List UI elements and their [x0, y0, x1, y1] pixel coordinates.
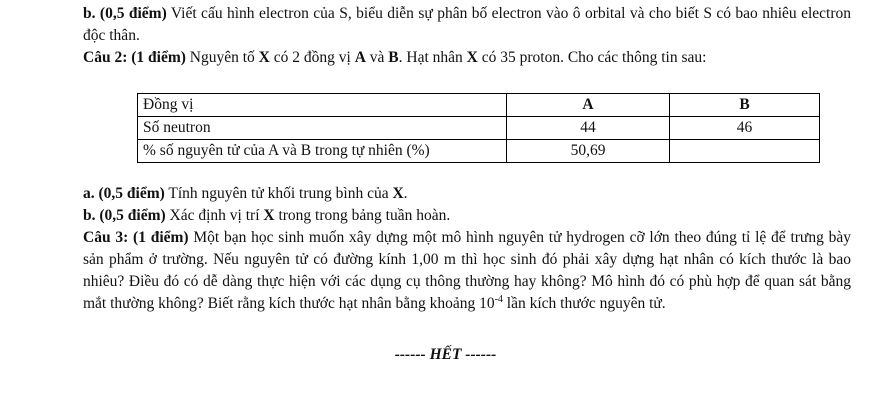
- question-1b-text: Viết cấu hình electron của S, biểu diễn sự phân bố electron vào ô orbital và cho biết S có bao nhiêu electron độc thân.: [83, 5, 851, 44]
- question-2a-text: .: [403, 185, 408, 202]
- question-2: [83, 47, 851, 69]
- question-3-label: Câu 3: (1 điểm): [83, 229, 189, 246]
- table-header-cell: B: [670, 94, 820, 117]
- table-row: [138, 140, 820, 163]
- element-x: X: [258, 49, 270, 66]
- question-2-text: và: [365, 49, 389, 66]
- table-cell: 44: [507, 117, 670, 140]
- table-cell: [670, 140, 820, 163]
- table-cell: % số nguyên tử của A và B trong tự nhiên (%): [138, 140, 507, 163]
- table-header-cell: A: [507, 94, 670, 117]
- table-row: [138, 117, 820, 140]
- question-3-text: Một bạn học sinh muốn xây dựng một mô hình nguyên tử hydrogen cỡ lớn theo đúng tỉ lệ để trưng bày sản phẩm ở trường. Nếu nguyên tử có đường kính 1,00 m thì học sinh đó phải xây dựng hạt nhân có kích thước là bao nhiêu? Điều đó có dễ dàng thực hiện với các dụng cụ thông thường hay không? Mô hình đó có phù hợp để quan sát bằng mắt thường không? Biết rằng kích thước hạt nhân bằng khoảng 10: [83, 229, 851, 312]
- table-header-cell: Đồng vị: [138, 94, 507, 117]
- table-cell: Số neutron: [138, 117, 507, 140]
- question-1b-label: b. (0,5 điểm): [83, 5, 167, 22]
- question-3-text: lần kích thước nguyên tử.: [502, 295, 666, 312]
- element-x: X: [263, 207, 275, 224]
- end-mark: ------ HẾT ------: [394, 346, 497, 363]
- question-2a-text: Tính nguyên tử khối trung bình của: [164, 185, 393, 202]
- exponent: -4: [494, 293, 503, 305]
- question-2-text: . Hạt nhân: [398, 49, 467, 66]
- question-2b-text: trong trong bảng tuần hoàn.: [274, 207, 451, 224]
- isotope-a: A: [354, 49, 366, 66]
- table-header-row: [138, 94, 820, 117]
- question-1b: [83, 3, 851, 47]
- element-x: X: [392, 185, 404, 202]
- question-2-text: có 35 proton. Cho các thông tin sau:: [477, 49, 707, 66]
- question-2b: [83, 205, 851, 227]
- question-2a: [83, 183, 851, 205]
- table-cell: 46: [670, 117, 820, 140]
- question-2a-label: a. (0,5 điểm): [83, 185, 165, 202]
- question-3: [83, 227, 851, 315]
- question-2-text: Nguyên tố: [185, 49, 259, 66]
- question-2-label: Câu 2: (1 điểm): [83, 49, 186, 66]
- question-2b-text: Xác định vị trí: [165, 207, 264, 224]
- question-2-text: có 2 đồng vị: [269, 49, 355, 66]
- isotope-b: B: [388, 49, 399, 66]
- question-2b-label: b. (0,5 điểm): [83, 207, 166, 224]
- element-x: X: [466, 49, 478, 66]
- table-cell: 50,69: [507, 140, 670, 163]
- isotope-table: [137, 93, 820, 163]
